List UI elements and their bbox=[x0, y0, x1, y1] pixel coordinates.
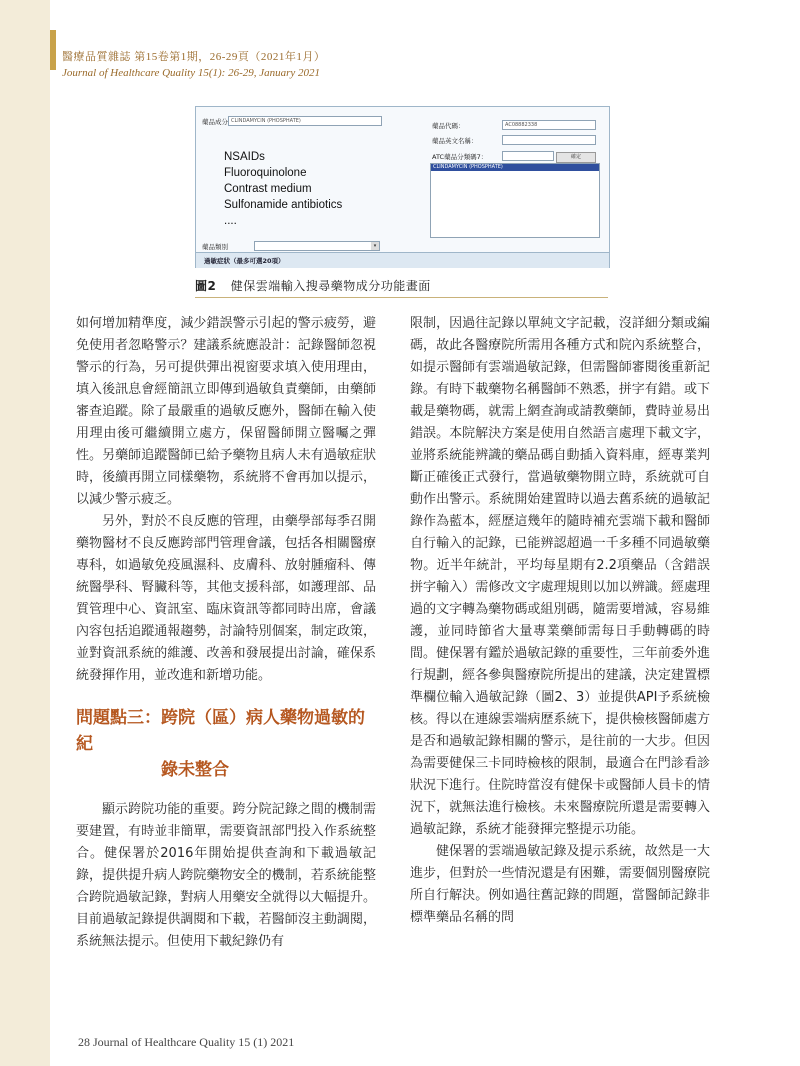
section-heading bbox=[76, 705, 376, 783]
allergy-drug-overlay bbox=[224, 149, 342, 229]
page-number: 28 bbox=[78, 1035, 90, 1049]
drug-code-label: 藥品代碼： bbox=[432, 122, 465, 130]
figure-screenshot bbox=[195, 106, 610, 268]
drug-en-name-input bbox=[502, 135, 596, 145]
page-footer bbox=[78, 1035, 294, 1050]
paragraph: 如何增加精準度，減少錯誤警示引起的警示疲勞，避免使用者忽略警示？建議系統應設計：記錄醫師忽視警示的行為，另可提供彈出視窗要求填入使用理由，填入後訊息會經簡訊立即傳到過敏負責藥師，由藥師審查追蹤。除了最嚴重的過敏反應外，醫師在輸入使用理由後可繼續開立處方，保留醫師開立醫囑之彈性。另藥師追蹤醫師已給予藥物且病人未有過敏症狀時，後續再開立同樣藥物，系統將不會再加以提示，以減少警示疲乏。 bbox=[76, 316, 376, 507]
overlay-item: Fluoroquinolone bbox=[224, 167, 307, 179]
drug-category-label: 藥品類別 bbox=[202, 243, 228, 251]
paragraph: 限制，因過往記錄以單純文字記載，沒詳細分類或編碼，故此各醫療院所需用各種方式和院內系統整合，如提示醫師有雲端過敏記錄，但需醫師審閱後重新記錄。有時下載藥物名稱醫師不熟悉，拼字有錯。或下載是藥物碼，就需上網查詢或請教藥師，費時並易出錯誤。本院解決方案是使用自然語言處理下載文字，並將系統能辨識的藥品碼自動插入資料庫，經專業判斷正確後正式發行，當過敏藥物開立時，系統就可自動作出警示。系統開始建置時以過去舊系統的過敏記錄作為藍本，經歷這幾年的隨時補充雲端下載和醫師自行輸入的記錄，已能辨認超過一千多種不同過敏藥物。近半年統計，平均每星期有2.2項藥品（含錯誤拼字輸入）需修改文字處理規則以加以辨識。經處理過的文字轉為藥物碼或組別碼，隨需要增減，容易維護，並同時節省大量專業藥師需每日手動轉碼的時間。健保署有鑑於過敏記錄的重要性，三年前委外進行規劃，經各參與醫療院所提出的建議，決定建置標準欄位輸入過敏記錄（圖2、3）並提供API予系統檢核。得以在連線雲端病歷系統下，提供檢核醫師處方是否和過敏記錄相關的警示，是往前的一大步。但因為需要健保三卡同時檢核的限制，最適合在門診看診狀況下進行。住院時當沒有健保卡或醫師人員卡的情況下，就無法進行檢核。未來醫療院所還是需要轉入過敏記錄，系統才能發揮完整提示功能。 bbox=[410, 316, 710, 837]
overlay-item: NSAIDs bbox=[224, 151, 265, 163]
right-column bbox=[410, 313, 710, 929]
paragraph: 另外，對於不良反應的管理，由藥學部每季召開藥物醫材不良反應跨部門管理會議，包括各相關醫療專科，如過敏免疫風濕科、皮膚科、放射腫瘤科、傳統醫學科、腎臟科等，其他支援科部，如護理部、品質管理中心、資訊室、臨床資訊等都同時出席，會議內容包括追蹤通報趨勢，討論特別個案，制定政策，並對資訊系統的維護、改善和發展提出討論，確保系統發揮作用，並改進和新增功能。 bbox=[76, 514, 376, 683]
ingredient-label: 藥品成分 bbox=[202, 118, 228, 126]
footer-journal: Journal of Healthcare Quality 15 (1) 2021 bbox=[93, 1035, 295, 1049]
header-accent-bar bbox=[50, 30, 56, 70]
allergy-label: 過敏症狀（最多可選20項） bbox=[204, 257, 285, 265]
section-heading-line1: 問題點三：跨院（區）病人藥物過敏的紀 bbox=[76, 708, 365, 754]
overlay-item: Sulfonamide antibiotics bbox=[224, 199, 343, 211]
overlay-item: .... bbox=[224, 215, 237, 227]
listbox-selected-item: CLINDAMYCIN (PHOSPHATE) bbox=[431, 164, 599, 171]
journal-name-en: Journal of Healthcare Quality bbox=[62, 67, 196, 79]
drug-code-input: AC08882338 bbox=[502, 120, 596, 130]
figure-number: 圖2 bbox=[195, 279, 217, 293]
figure-caption bbox=[195, 277, 608, 294]
ingredient-input: CLINDAMYCIN (PHOSPHATE) bbox=[228, 116, 382, 126]
figure-caption-text: 健保雲端輸入搜尋藥物成分功能畫面 bbox=[230, 279, 431, 293]
caption-divider bbox=[195, 297, 608, 298]
atc-confirm-button: 確定 bbox=[556, 152, 596, 163]
atc-label: ATC藥品分類碼7： bbox=[432, 153, 488, 161]
journal-title-zh: 醫療品質雜誌 第15卷第1期，26-29頁（2021年1月） bbox=[62, 51, 326, 63]
running-header bbox=[62, 48, 762, 79]
page-side-strip bbox=[0, 0, 50, 1066]
drug-en-name-label: 藥品英文名稱： bbox=[432, 137, 478, 145]
chevron-down-icon: ▾ bbox=[371, 242, 379, 250]
section-heading-line2: 錄未整合 bbox=[161, 760, 229, 780]
paragraph: 健保署的雲端過敏記錄及提示系統，故然是一大進步，但對於一些情況還是有困難，需要個別醫療院所自行解決。例如過往舊記錄的問題，當醫師記錄非標準藥品名稱的問 bbox=[410, 844, 710, 925]
allergy-bar bbox=[196, 252, 609, 268]
overlay-item: Contrast medium bbox=[224, 183, 312, 195]
journal-issue-en: 15(1): 26-29, January 2021 bbox=[197, 67, 321, 79]
drug-listbox bbox=[430, 163, 600, 238]
left-column bbox=[76, 313, 376, 953]
atc-input bbox=[502, 151, 554, 161]
paragraph: 顯示跨院功能的重要。跨分院記錄之間的機制需要建置，有時並非簡單，需要資訊部門投入作系統整合。健保署於2016年開始提供查詢和下載過敏記錄，提供提升病人跨院藥物安全的機制，若系統能整合跨院過敏記錄，對病人用藥安全就得以大幅提升。目前過敏記錄提供調閱和下載，若醫師沒主動調閱，系統無法提示。但使用下載紀錄仍有 bbox=[76, 802, 376, 949]
journal-title-en bbox=[62, 67, 762, 79]
drug-category-select bbox=[254, 241, 380, 251]
